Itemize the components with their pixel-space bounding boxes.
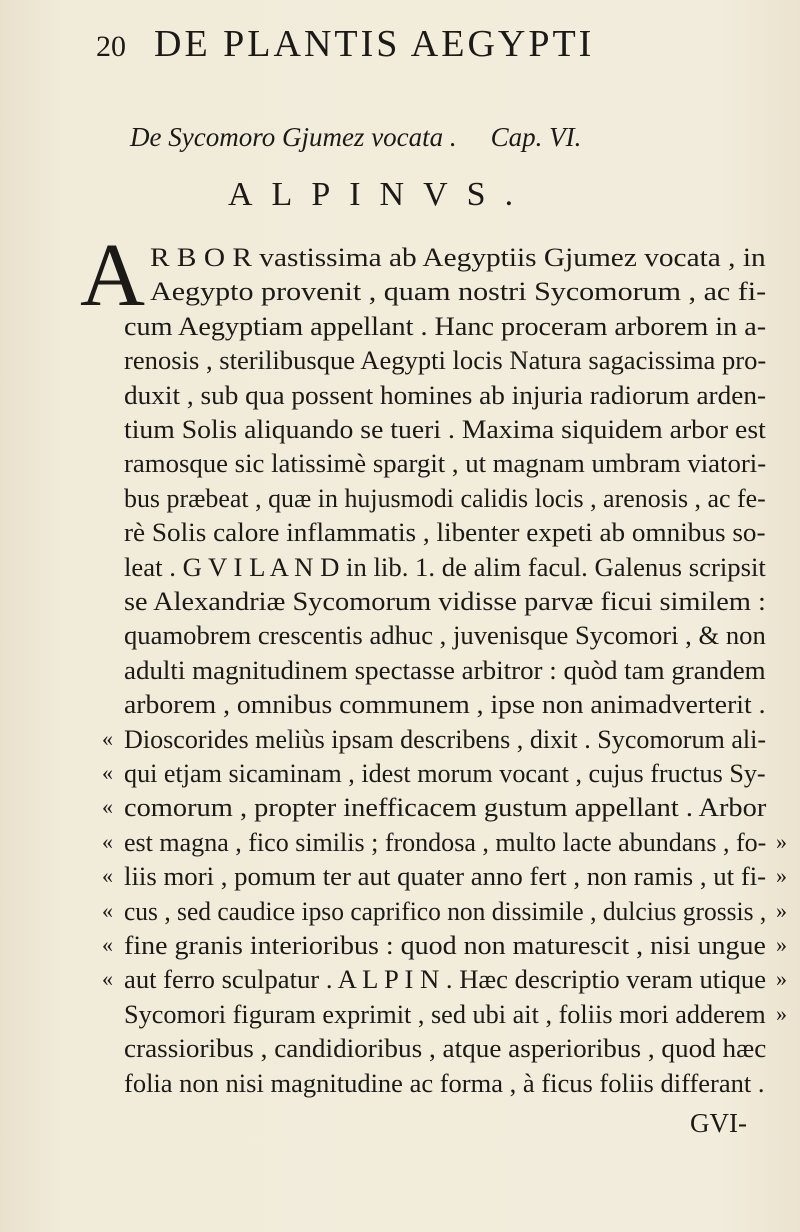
author-name: ALPINVS. [228,176,533,213]
quote-mark-right: » [776,863,787,889]
quote-mark-left: « [102,760,113,785]
chapter-title: De Sycomoro Gjumez vocata . [130,122,457,152]
text-line: bus præbeat , quæ in hujusmodi calidis locis , arenosis , ac fe- [124,482,766,513]
quote-mark-left: « [102,897,113,923]
text-line: Sycomori figuram exprimit , sed ubi ait , foliis mori adderem [124,998,766,1029]
text-line: renosis , sterilibusque Aegypti locis Natura sagacissima pro- [124,345,767,376]
text-line: cus , sed caudice ipso caprifico non dissimile , dulcius grossis , [124,895,767,926]
text-line: liis mori , pomum ter aut quater anno fert , non ramis , ut fi- [124,861,767,892]
quote-mark-left: « [102,932,113,957]
chapter-heading [130,122,750,162]
quote-mark-left: « [102,725,113,751]
text-line: R B O R vastissima ab Aegyptiis Gjumez vocata , in [150,242,766,272]
quote-mark-right: » [776,1000,787,1026]
catchword: GVI- [690,1108,747,1138]
text-line: tium Solis aliquando se tueri . Maxima siquidem arbor est [124,414,766,444]
quote-mark-left: « [102,863,113,889]
text-line: duxit , sub qua possent homines ab injuria radiorum arden- [124,379,767,410]
text-line: rè Solis calore inflammatis , libenter expeti ab omnibus so- [124,517,766,548]
text-line: qui etjam sicaminam , idest morum vocant , cujus fructus Sy- [124,758,766,788]
text-line: arborem , omnibus communem , ipse non animadverterit . [124,689,766,720]
quote-mark-left: « [102,794,113,820]
quote-mark-right: » [776,932,787,957]
quote-mark-right: » [776,966,787,992]
text-line: quamobrem crescentis adhuc , juvenisque Sycomori , & non [124,620,766,651]
quote-mark-right: » [776,897,787,923]
text-line: Aegypto provenit , quam nostri Sycomorum , ac fi- [150,276,767,307]
text-line: folia non nisi magnitudine ac forma , à ficus foliis differant . [124,1067,765,1098]
quote-mark-right: » [776,828,787,854]
drop-initial: A [80,226,145,325]
text-line: fine granis interioribus : quod non maturescit , nisi ungue [124,930,766,960]
page-number: 20 [96,30,126,63]
text-line: cum Aegyptiam appellant . Hanc proceram arborem in a- [124,310,767,341]
running-title: DE PLANTIS AEGYPTI [154,23,595,65]
text-line: aut ferro sculpatur . A L P I N . Hæc descriptio veram utique [124,964,767,995]
text-line: comorum , propter inefficacem gustum appellant . Arbor [124,792,767,823]
text-line: leat . G V I L A N D in lib. 1. de alim facul. Galenus scripsit [124,551,766,582]
text-line: adulti magnitudinem spectasse arbitror : quòd tam grandem [124,654,766,685]
chapter-number: Cap. VI. [490,122,582,152]
text-line: Dioscorides meliùs ipsam describens , dixit . Sycomorum ali- [124,723,767,754]
running-head [96,22,776,74]
text-line: se Alexandriæ Sycomorum vidisse parvæ ficui similem : [124,586,766,616]
text-line: est magna , fico similis ; frondosa , multo lacte abundans , fo- [124,826,767,857]
quote-mark-left: « [102,966,113,992]
quote-mark-left: « [102,828,113,854]
text-line: crassioribus , candidioribus , atque asperioribus , quod hæc [124,1033,767,1064]
text-line: ramosque sic latissimè spargit , ut magnam umbram viatori- [124,448,767,479]
